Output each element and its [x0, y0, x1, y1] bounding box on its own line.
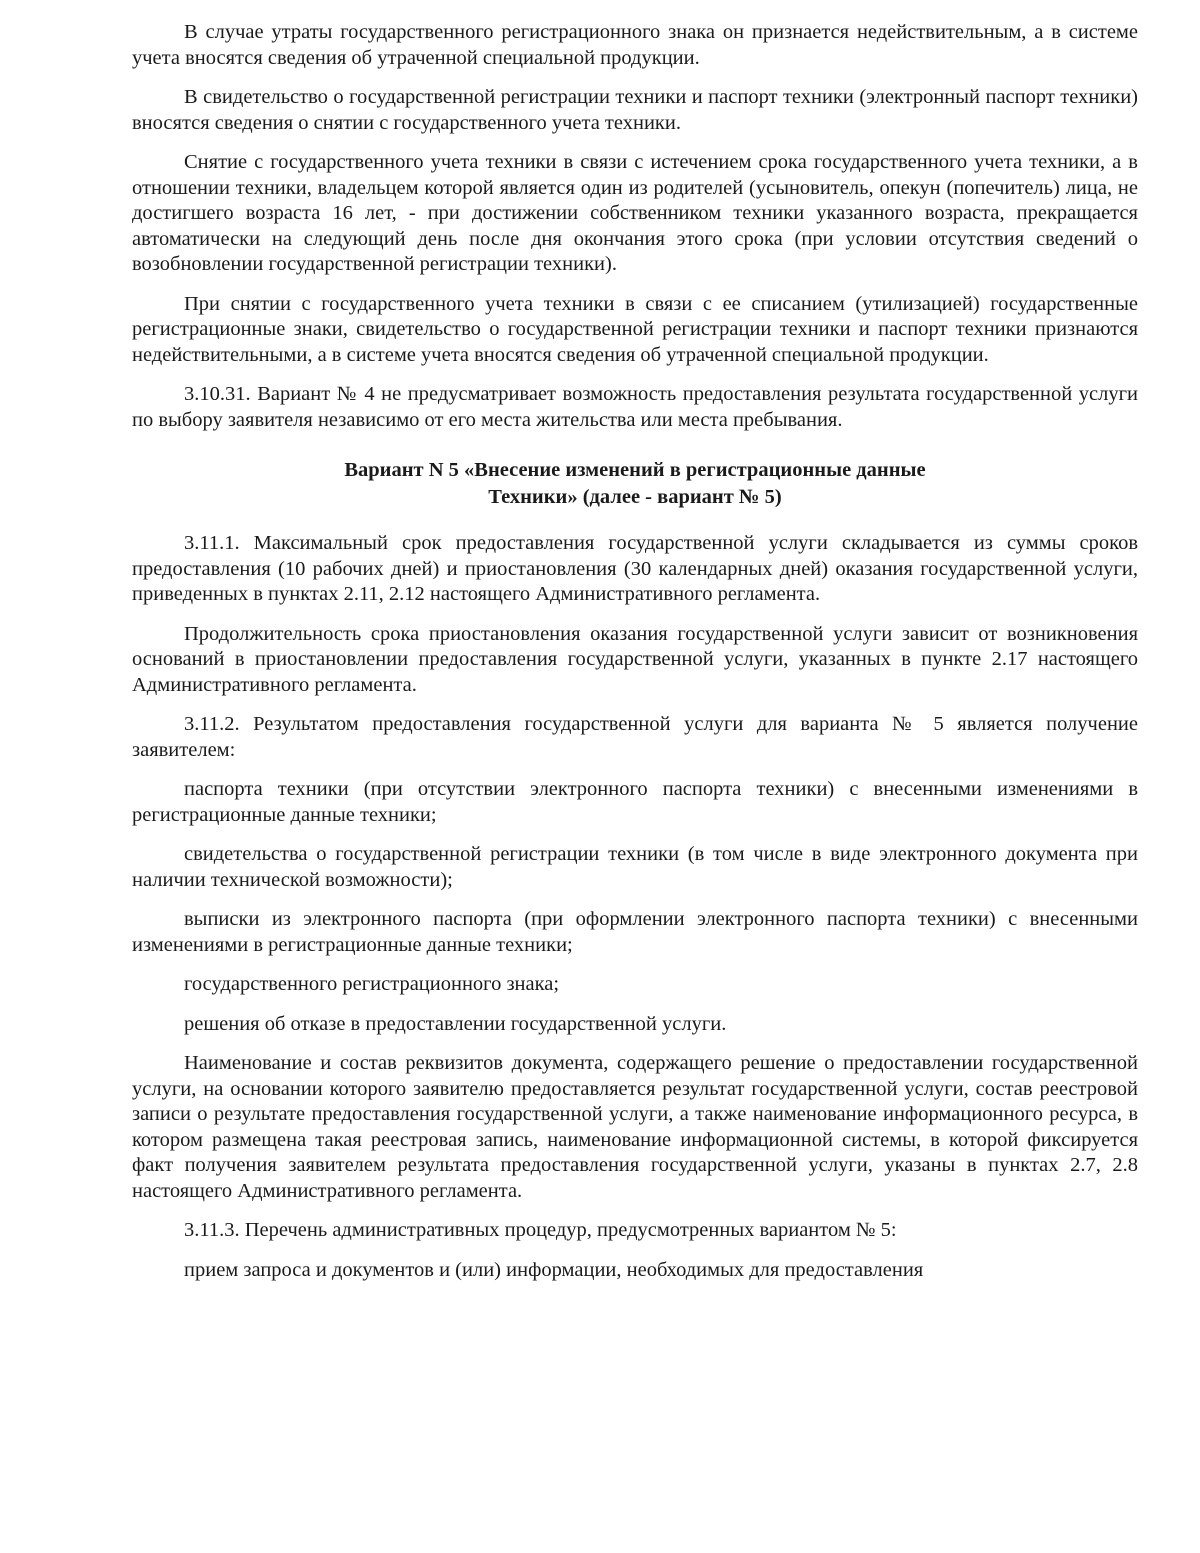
heading-line-1: Вариант N 5 «Внесение изменений в регистрационные данные [344, 459, 926, 481]
result-item-refusal: решения об отказе в предоставлении государственной услуги. [184, 1012, 727, 1035]
paragraph-deregistration-expiry: Снятие с государственного учета техники в связи с истечением срока государственного учета техники, а в отношении техники, владельцем которой является один из родителей (усыновитель, опекун (попечитель) лица, не достигшего возраста 16 лет, - при достижении собственником техники указанного возраста, прекращается автоматически на следующий день после дня окончания этого срока (при условии отсутствия сведений о возобновлении государственной регистрации техники). [132, 151, 1138, 275]
paragraph-3-11-2: 3.11.2. Результатом предоставления государственной услуги для варианта № 5 является получение заявителем: [132, 713, 1138, 761]
paragraph-3-10-31: 3.10.31. Вариант № 4 не предусматривает возможность предоставления результата государственной услуги по выбору заявителя независимо от его места жительства или места пребывания. [132, 383, 1138, 431]
paragraph-lost-plate: В случае утраты государственного регистрационного знака он признается недействительным, а в системе учета вносятся сведения об утраченной специальной продукции. [132, 21, 1138, 69]
heading-line-2: Техники» (далее - вариант № 5) [488, 486, 782, 508]
paragraph-requisites: Наименование и состав реквизитов документа, содержащего решение о предоставлении государственной услуги, на основании которого заявителю предоставляется результат государственной услуги, состав реестровой записи о результате предоставления государственной услуги, а также наименование информационного ресурса, в котором размещена такая реестровая запись, наименование информационной системы, в которой фиксируется факт получения заявителем результата предоставления государственной услуги, указаны в пунктах 2.7, 2.8 настоящего Административного регламента. [132, 1052, 1138, 1202]
result-item-extract: выписки из электронного паспорта (при оформлении электронного паспорта техники) с внесенными изменениями в регистрационные данные техники; [132, 908, 1138, 956]
result-item-passport: паспорта техники (при отсутствии электронного паспорта техники) с внесенными изменениями в регистрационные данные техники; [132, 778, 1138, 826]
paragraph-3-11-3: 3.11.3. Перечень административных процедур, предусмотренных вариантом № 5: [184, 1219, 897, 1241]
document-page [132, 20, 1138, 1283]
result-item-plate: государственного регистрационного знака; [184, 973, 560, 995]
result-item-certificate: свидетельства о государственной регистрации техники (в том числе в виде электронного документа при наличии технической возможности); [132, 843, 1138, 891]
paragraph-3-11-1: 3.11.1. Максимальный срок предоставления государственной услуги складывается из суммы сроков предоставления (10 рабочих дней) и приостановления (30 календарных дней) оказания государственной услуги, приведенных в пунктах 2.11, 2.12 настоящего Административного регламента. [132, 532, 1138, 605]
paragraph-deregistration-disposal: При снятии с государственного учета техники в связи с ее списанием (утилизацией) государственные регистрационные знаки, свидетельство о государственной регистрации техники и паспорт техники признаются недействительными, а в системе учета вносятся сведения об утраченной специальной продукции. [132, 292, 1138, 366]
section-heading-variant-5 [132, 457, 1138, 511]
paragraph-suspension-duration: Продолжительность срока приостановления оказания государственной услуги зависит от возникновения оснований в приостановлении предоставления государственной услуги, указанных в пункте 2.17 настоящего Административного регламента. [132, 622, 1138, 696]
paragraph-certificate-note: В свидетельство о государственной регистрации техники и паспорт техники (электронный паспорт техники) вносятся сведения о снятии с государственного учета техники. [132, 86, 1138, 134]
procedure-item-request-intake: прием запроса и документов и (или) информации, необходимых для предоставления [184, 1258, 924, 1281]
